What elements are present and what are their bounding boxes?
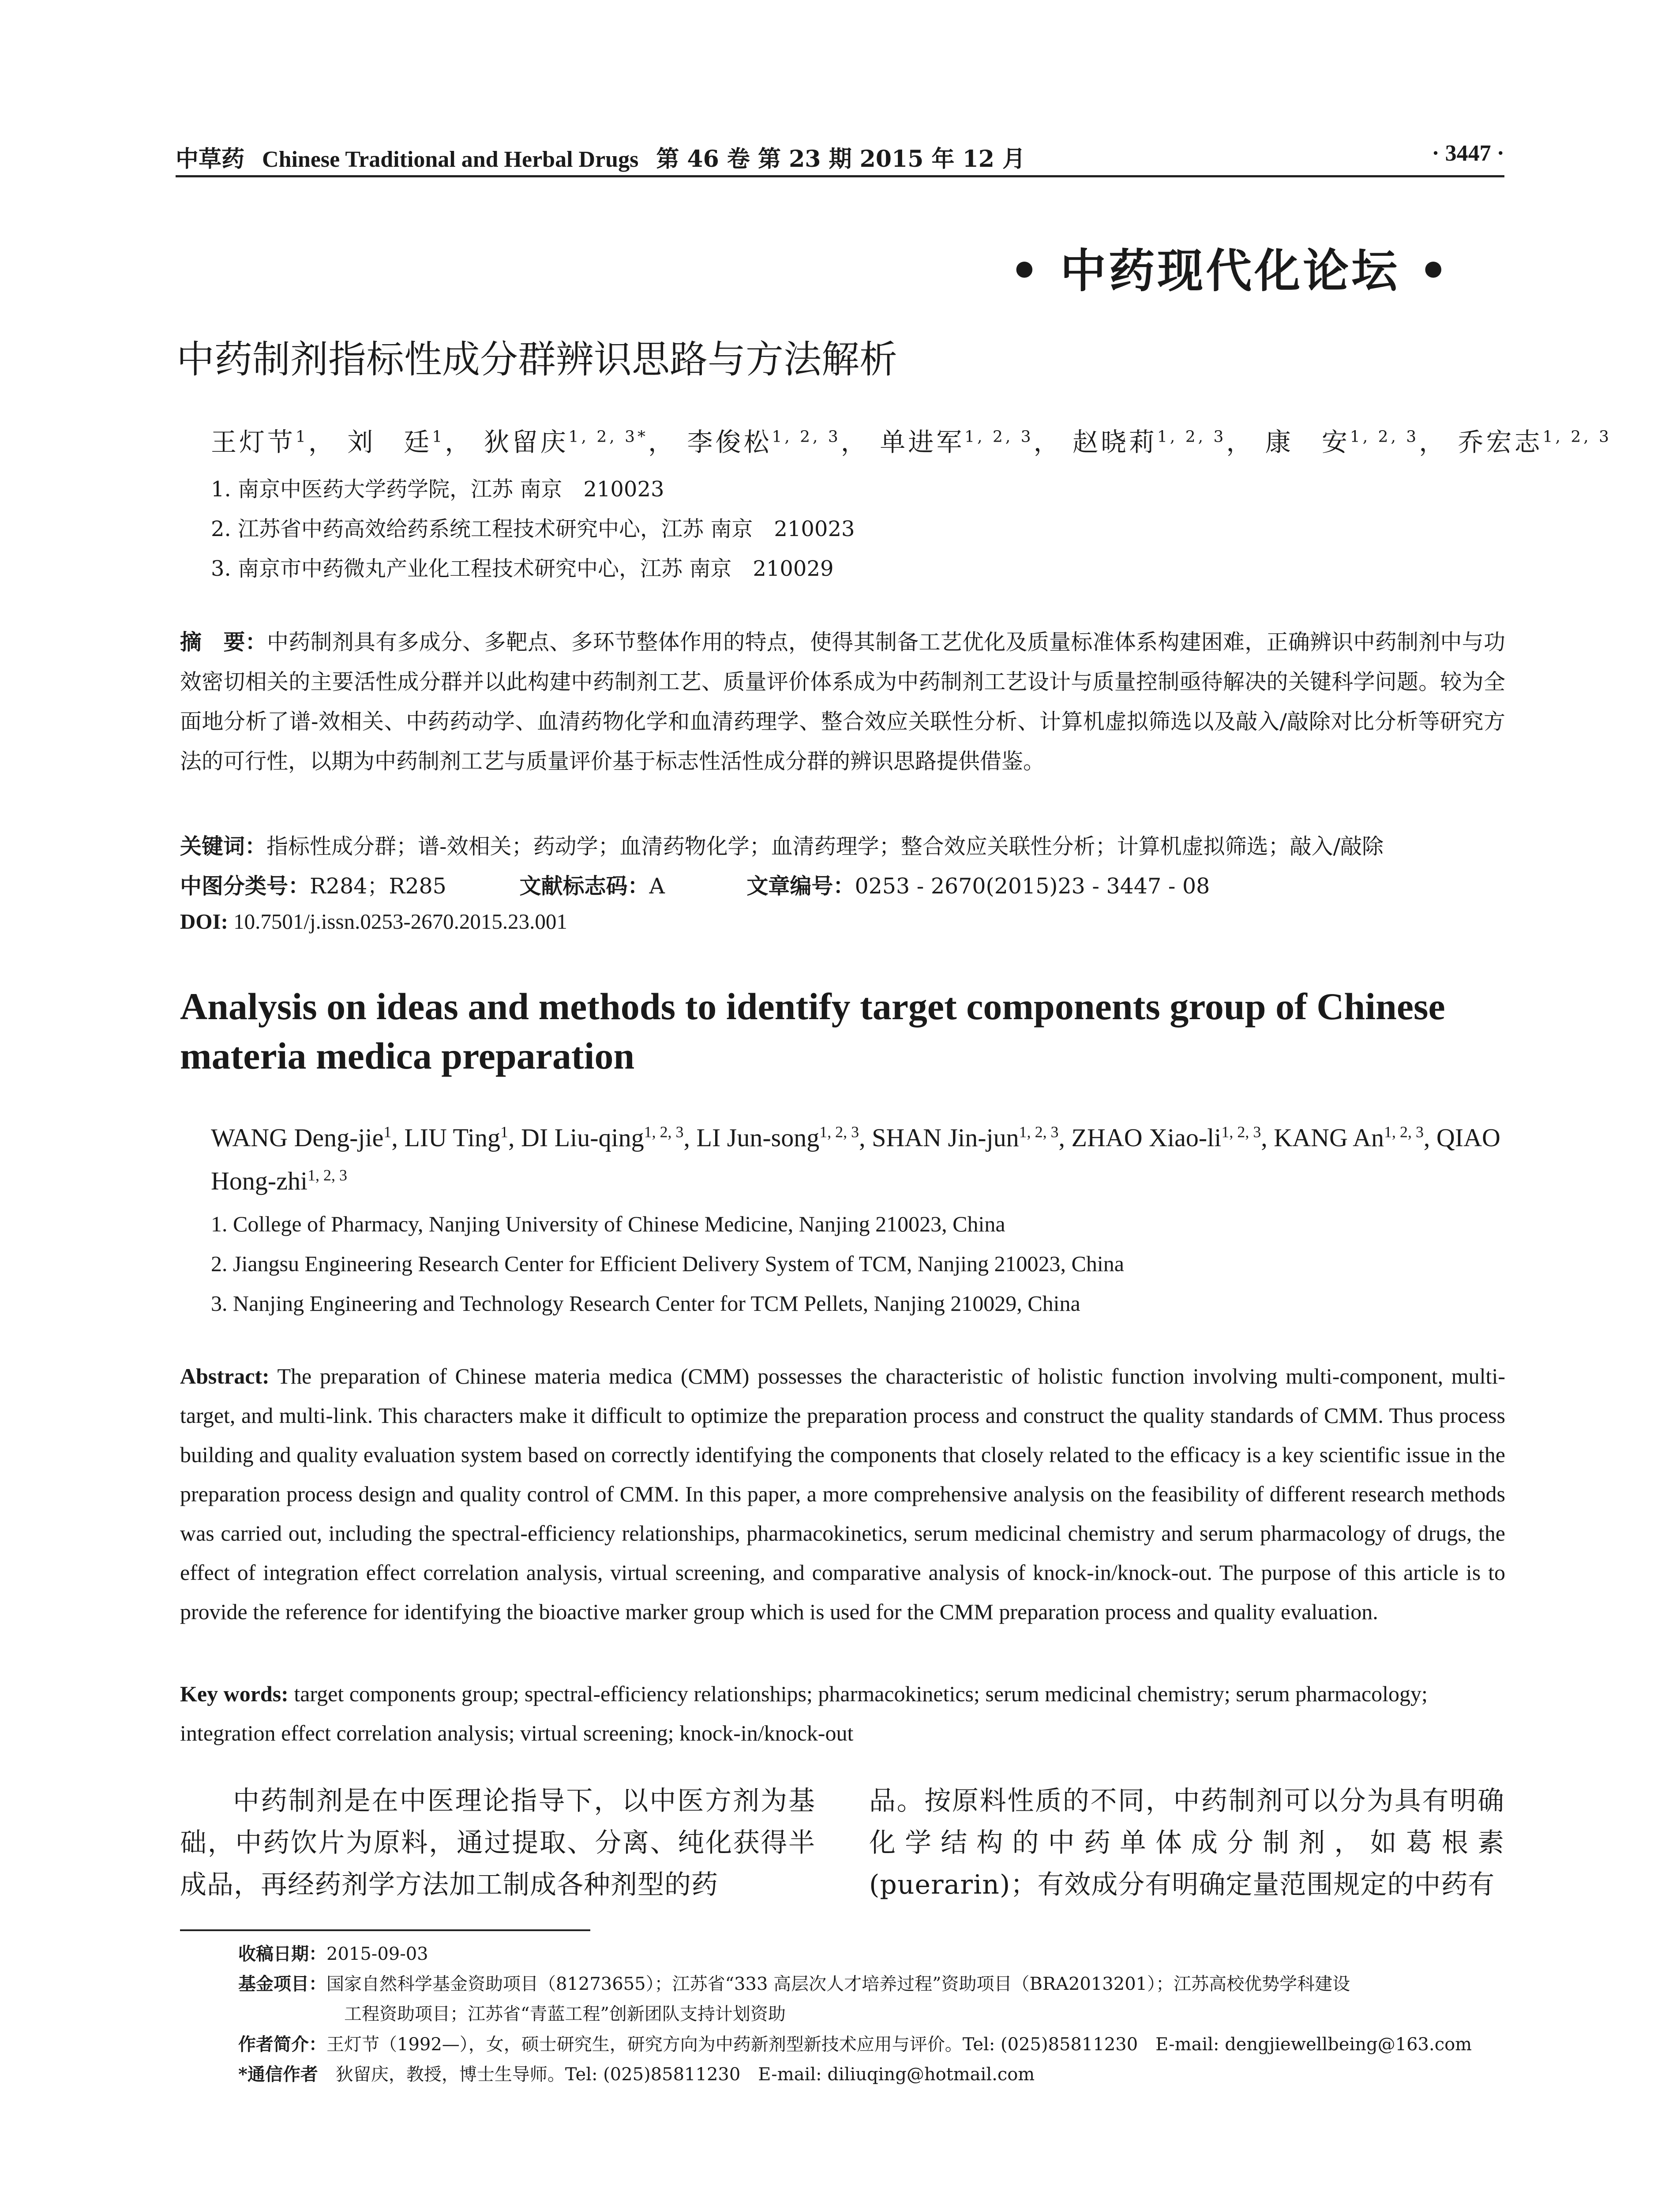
abstract-en-label: Abstract:: [180, 1364, 270, 1388]
journal-issue: 第 46 卷 第 23 期 2015 年 12 月: [656, 146, 1026, 173]
author-en: KANG An$^{1, 2, 3}$: [1274, 1123, 1424, 1152]
affiliation-en: 1. College of Pharmacy, Nanjing University of Chinese Medicine, Nanjing 210023, China: [211, 1212, 1005, 1236]
doi-label: DOI:: [180, 909, 228, 934]
keywords-en: [180, 1674, 1505, 1753]
affiliation-en: 2. Jiangsu Engineering Research Center for Efficient Delivery System of TCM, Nanjing 210023, China: [211, 1251, 1124, 1276]
affiliation-zh: 1. 南京中医药大学药学院，江苏 南京 210023: [211, 477, 664, 502]
received-label: 收稿日期：: [238, 1943, 326, 1964]
keywords-zh-label: 关键词：: [180, 833, 267, 859]
author-en: ZHAO Xiao-li$^{1, 2, 3}$: [1071, 1123, 1261, 1152]
body-text-left: 中药制剂是在中医理论指导下，以中医方剂为基础，中药饮片为原料，通过提取、分离、纯化获得半成品，再经药剂学方法加工制成各种剂型的药: [180, 1786, 815, 1900]
footnote-corresponding: [238, 2060, 1035, 2090]
page-number: · 3447 ·: [1432, 141, 1504, 166]
affiliation-zh: 3. 南京市中药微丸产业化工程技术研究中心，江苏 南京 210029: [211, 556, 834, 581]
doc-code-label: 文献标志码：: [519, 873, 649, 899]
keywords-zh: [180, 829, 1384, 860]
abstract-zh-text: 中药制剂具有多成分、多靶点、多环节整体作用的特点，使得其制备工艺优化及质量标准体系构建困难，正确辨识中药制剂中与功效密切相关的主要活性成分群并以此构建中药制剂工艺、质量评价体系成为中药制剂工艺设计与质量控制亟待解决的关键科学问题。较为全面地分析了谱-效相关、中药药动学、血清药物化学和血清药理学、整合效应关联性分析、计算机虚拟筛选以及敲入/敲除对比分析等研究方法的可行性，以期为中药制剂工艺与质量评价基于标志性活性成分群的辨识思路提供借鉴。: [180, 630, 1505, 774]
footnote-author-bio: [238, 2030, 1472, 2060]
fund-text-line1: 国家自然科学基金资助项目（81273655）；江苏省“333 高层次人才培养过程”资助项目（BRA2013201）；江苏高校优势学科建设: [326, 1974, 1350, 1994]
body-text-right: 品。按原料性质的不同，中药制剂可以分为具有明确化学结构的中药单体成分制剂，如葛根素(puerarin)；有效成分有明确定量范围规定的中药有: [869, 1786, 1504, 1900]
fund-text-line2: 工程资助项目；江苏省“青蓝工程”创新团队支持计划资助: [344, 2004, 786, 2024]
author-en: LI Jun-song$^{1, 2, 3}$: [696, 1123, 859, 1152]
journal-name-zh: 中草药: [176, 146, 245, 173]
title-zh: 中药制剂指标性成分群辨识思路与方法解析: [176, 338, 897, 382]
abstract-en-text: The preparation of Chinese materia medica (CMM) possesses the characteristic of holistic function involving multi-component, multi-target, and multi-link. This characters make it difficult to optimize the preparation process and construct the quality standards of CMM. Thus process building and quality evaluation system based on correctly identifying the components that closely related to the efficacy is a key scientific issue in the preparation process design and quality control of CMM. In this paper, a more comprehensive analysis on the feasibility of different research methods was carried out, including the spectral-efficiency relationships, pharmacokinetics, serum medicinal chemistry and serum pharmacology of drugs, the effect of integration effect correlation analysis, virtual screening, and comparative analysis of knock-in/knock-out. The purpose of this article is to provide the reference for identifying the bioactive marker group which is used for the CMM preparation process and quality evaluation.: [180, 1364, 1505, 1624]
author-en: LIU Ting$^1$: [404, 1123, 508, 1152]
abstract-en: [180, 1357, 1505, 1632]
author-en: WANG Deng-jie$^1$: [211, 1123, 392, 1152]
corresponding-text: 狄留庆，教授，博士生导师。Tel: (025)85811230 E-mail: diliuqing@hotmail.com: [335, 2064, 1035, 2085]
doi-line: [180, 909, 567, 934]
title-en: Analysis on ideas and methods to identify target components group of Chinese materia medica preparation: [180, 985, 1445, 1077]
keywords-en-text: target components group; spectral-efficiency relationships; pharmacokinetics; serum medicinal chemistry; serum pharmacology; integration effect correlation analysis; virtual screening; knock-in/knock-out: [180, 1681, 1428, 1745]
abstract-zh: [180, 622, 1505, 781]
classification-line: [180, 869, 1210, 900]
author-zh: 赵晓莉$^{1, 2, 3}$: [1072, 427, 1226, 457]
author-zh: 康 安$^{1, 2, 3}$: [1265, 427, 1419, 457]
journal-name-en: Chinese Traditional and Herbal Drugs: [262, 147, 639, 172]
authors-zh: 王灯节$^1$， 刘 廷$^1$， 狄留庆$^{1, 2, 3*}$， 李俊松$^{1, 2, 3}$， 单进军$^{1, 2, 3}$， 赵晓莉$^{1, 2, 3}$， 康 安$^{1, 2, 3}$， 乔宏志$^{1, 2, 3}$: [211, 427, 1612, 457]
author-zh: 单进军$^{1, 2, 3}$: [880, 427, 1034, 457]
affiliation-zh: 2. 江苏省中药高效给药系统工程技术研究中心，江苏 南京 210023: [211, 517, 855, 541]
footnote-rule: [180, 1929, 590, 1931]
author-bio-text: 王灯节（1992—），女，硕士研究生，研究方向为中药新剂型新技术应用与评价。Tel: (025)85811230 E-mail: dengjiewellbeing@163.com: [326, 2034, 1472, 2055]
keywords-zh-text: 指标性成分群；谱-效相关；药动学；血清药物化学；血清药理学；整合效应关联性分析；计算机虚拟筛选；敲入/敲除: [266, 834, 1384, 859]
corresponding-label: *通信作者: [238, 2064, 318, 2085]
article-number-value: 0253 - 2670(2015)23 - 3447 - 08: [855, 874, 1210, 899]
article-number-label: 文章编号：: [746, 873, 855, 899]
column-tag: • 中药现代化论坛 •: [1009, 244, 1451, 298]
author-zh: 刘 廷$^1$: [347, 427, 445, 457]
author-zh: 李俊松$^{1, 2, 3}$: [687, 427, 841, 457]
affiliation-en: 3. Nanjing Engineering and Technology Research Center for TCM Pellets, Nanjing 210029, China: [211, 1291, 1080, 1316]
abstract-zh-label: 摘 要：: [180, 629, 267, 655]
footnote-fund: [238, 1969, 1509, 2029]
author-zh: 王灯节$^1$: [211, 427, 308, 457]
fund-label: 基金项目：: [238, 1973, 326, 1994]
author-zh: 乔宏志$^{1, 2, 3}$: [1458, 427, 1612, 457]
author-bio-label: 作者简介：: [238, 2034, 326, 2055]
footnote-received: [238, 1939, 428, 1969]
author-en: QIAO Hong-zhi$^{1, 2, 3}$: [211, 1123, 1500, 1195]
clc-value: R284；R285: [310, 874, 446, 899]
clc-label: 中图分类号：: [180, 873, 310, 899]
keywords-en-label: Key words:: [180, 1681, 289, 1706]
doi-value: 10.7501/j.issn.0253-2670.2015.23.001: [233, 909, 567, 934]
author-zh: 狄留庆$^{1, 2, 3*}$: [484, 427, 648, 457]
authors-en: WANG Deng-jie$^1$, LIU Ting$^1$, DI Liu-qing$^{1, 2, 3}$, LI Jun-song$^{1, 2, 3}$, SHAN Jin-jun$^{1, 2, 3}$, ZHAO Xiao-li$^{1, 2, 3}$, KANG An$^{1, 2, 3}$, QIAO Hong-zhi$^{1, 2, 3}$: [211, 1123, 1500, 1195]
header-rule: [176, 175, 1504, 177]
author-en: DI Liu-qing$^{1, 2, 3}$: [521, 1123, 684, 1152]
author-en: SHAN Jin-jun$^{1, 2, 3}$: [872, 1123, 1059, 1152]
running-header: [176, 140, 1504, 173]
doc-code-value: A: [649, 874, 665, 899]
received-date: 2015-09-03: [326, 1944, 428, 1964]
